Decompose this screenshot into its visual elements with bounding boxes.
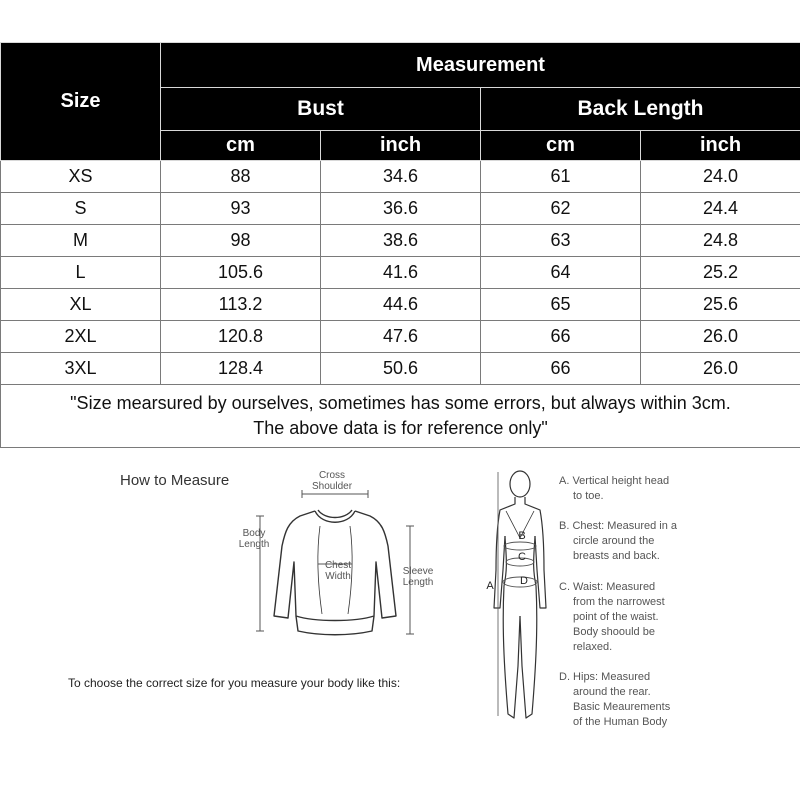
legend-line: to toe.: [573, 490, 604, 502]
body-length-label: [236, 528, 272, 550]
table-row: [1, 289, 800, 321]
label-line: Shoulder: [312, 481, 353, 492]
legend-line: from the narrowest: [573, 596, 665, 608]
size-note: [1, 385, 800, 448]
back-cm-cell: 63: [481, 225, 641, 257]
table-row: [1, 353, 800, 385]
bust-inch-cell: 38.6: [321, 225, 481, 257]
back-cm-cell: 62: [481, 193, 641, 225]
table-row: [1, 257, 800, 289]
back-inch-cell: 26.0: [641, 321, 800, 353]
bust-cm-cell: 105.6: [161, 257, 321, 289]
size-header: Size: [1, 43, 161, 161]
label-line: Length: [402, 577, 434, 588]
back-inch-cell: 24.4: [641, 193, 800, 225]
label-line: Length: [238, 539, 270, 550]
bust-cm-cell: 113.2: [161, 289, 321, 321]
sleeve-length-label: [396, 566, 440, 588]
legend-line: breasts and back.: [573, 550, 660, 562]
legend-line: Basic Meaurements: [573, 701, 671, 713]
letter-d: D: [520, 575, 528, 587]
legend-line: circle around the: [573, 535, 655, 547]
table-row: [1, 321, 800, 353]
legend-line: relaxed.: [573, 641, 613, 653]
how-to-measure-title: How to Measure: [120, 472, 230, 489]
bust-inch-cell: 47.6: [321, 321, 481, 353]
legend-line: Body shoould be: [573, 626, 655, 638]
back-cm-cell: 64: [481, 257, 641, 289]
back-cm-cell: 61: [481, 161, 641, 193]
unit-header: inch: [321, 131, 481, 161]
bust-header: Bust: [161, 88, 481, 131]
legend-b: [559, 519, 677, 564]
size-cell: S: [1, 193, 161, 225]
measurement-header: Measurement: [161, 43, 800, 88]
letter-b: B: [518, 530, 526, 542]
label-line: Body: [242, 528, 266, 539]
unit-header: cm: [161, 131, 321, 161]
bust-cm-cell: 93: [161, 193, 321, 225]
label-line: Chest: [324, 560, 352, 571]
legend-line: C. Waist: Measured: [559, 581, 656, 593]
bust-cm-cell: 88: [161, 161, 321, 193]
letter-c: C: [518, 551, 526, 563]
size-cell: L: [1, 257, 161, 289]
size-note-line: "Size mearsured by ourselves, sometimes has some errors, but always within 3cm.: [70, 393, 731, 413]
back-length-header: Back Length: [481, 88, 800, 131]
size-cell: XL: [1, 289, 161, 321]
label-line: Width: [325, 571, 351, 582]
back-inch-cell: 26.0: [641, 353, 800, 385]
size-cell: M: [1, 225, 161, 257]
back-cm-cell: 66: [481, 321, 641, 353]
legend-line: point of the waist.: [573, 611, 659, 623]
legend-line: D. Hips: Measured: [559, 671, 651, 683]
bust-inch-cell: 34.6: [321, 161, 481, 193]
choose-size-instruction: To choose the correct size for you measure your body like this:: [68, 676, 401, 690]
table-row: [1, 225, 800, 257]
size-cell: 2XL: [1, 321, 161, 353]
bust-inch-cell: 36.6: [321, 193, 481, 225]
bust-cm-cell: 128.4: [161, 353, 321, 385]
legend-a: [559, 474, 669, 504]
letter-a: A: [486, 580, 494, 592]
back-inch-cell: 25.6: [641, 289, 800, 321]
size-cell: XS: [1, 161, 161, 193]
back-inch-cell: 24.8: [641, 225, 800, 257]
label-line: Cross: [318, 470, 346, 481]
legend-line: around the rear.: [573, 686, 651, 698]
bust-inch-cell: 41.6: [321, 257, 481, 289]
size-note-line: The above data is for reference only": [253, 418, 548, 438]
garment-sketch: [230, 466, 440, 646]
back-cm-cell: 66: [481, 353, 641, 385]
legend-line: B. Chest: Measured in a: [559, 520, 678, 532]
label-line: Sleeve: [402, 566, 434, 577]
back-inch-cell: 24.0: [641, 161, 800, 193]
back-cm-cell: 65: [481, 289, 641, 321]
bust-inch-cell: 44.6: [321, 289, 481, 321]
unit-header: inch: [641, 131, 800, 161]
legend-d: [559, 670, 670, 730]
bust-inch-cell: 50.6: [321, 353, 481, 385]
legend-line: of the Human Body: [573, 716, 668, 728]
table-row: [1, 161, 800, 193]
body-figure: [484, 466, 564, 728]
legend-c: [559, 580, 665, 655]
size-cell: 3XL: [1, 353, 161, 385]
legend-line: A. Vertical height head: [559, 475, 670, 487]
cross-shoulder-label: [312, 470, 352, 492]
table-row: [1, 193, 800, 225]
bust-cm-cell: 98: [161, 225, 321, 257]
back-inch-cell: 25.2: [641, 257, 800, 289]
size-chart-table: [0, 42, 800, 448]
bust-cm-cell: 120.8: [161, 321, 321, 353]
chest-width-label: [318, 560, 358, 582]
unit-header: cm: [481, 131, 641, 161]
